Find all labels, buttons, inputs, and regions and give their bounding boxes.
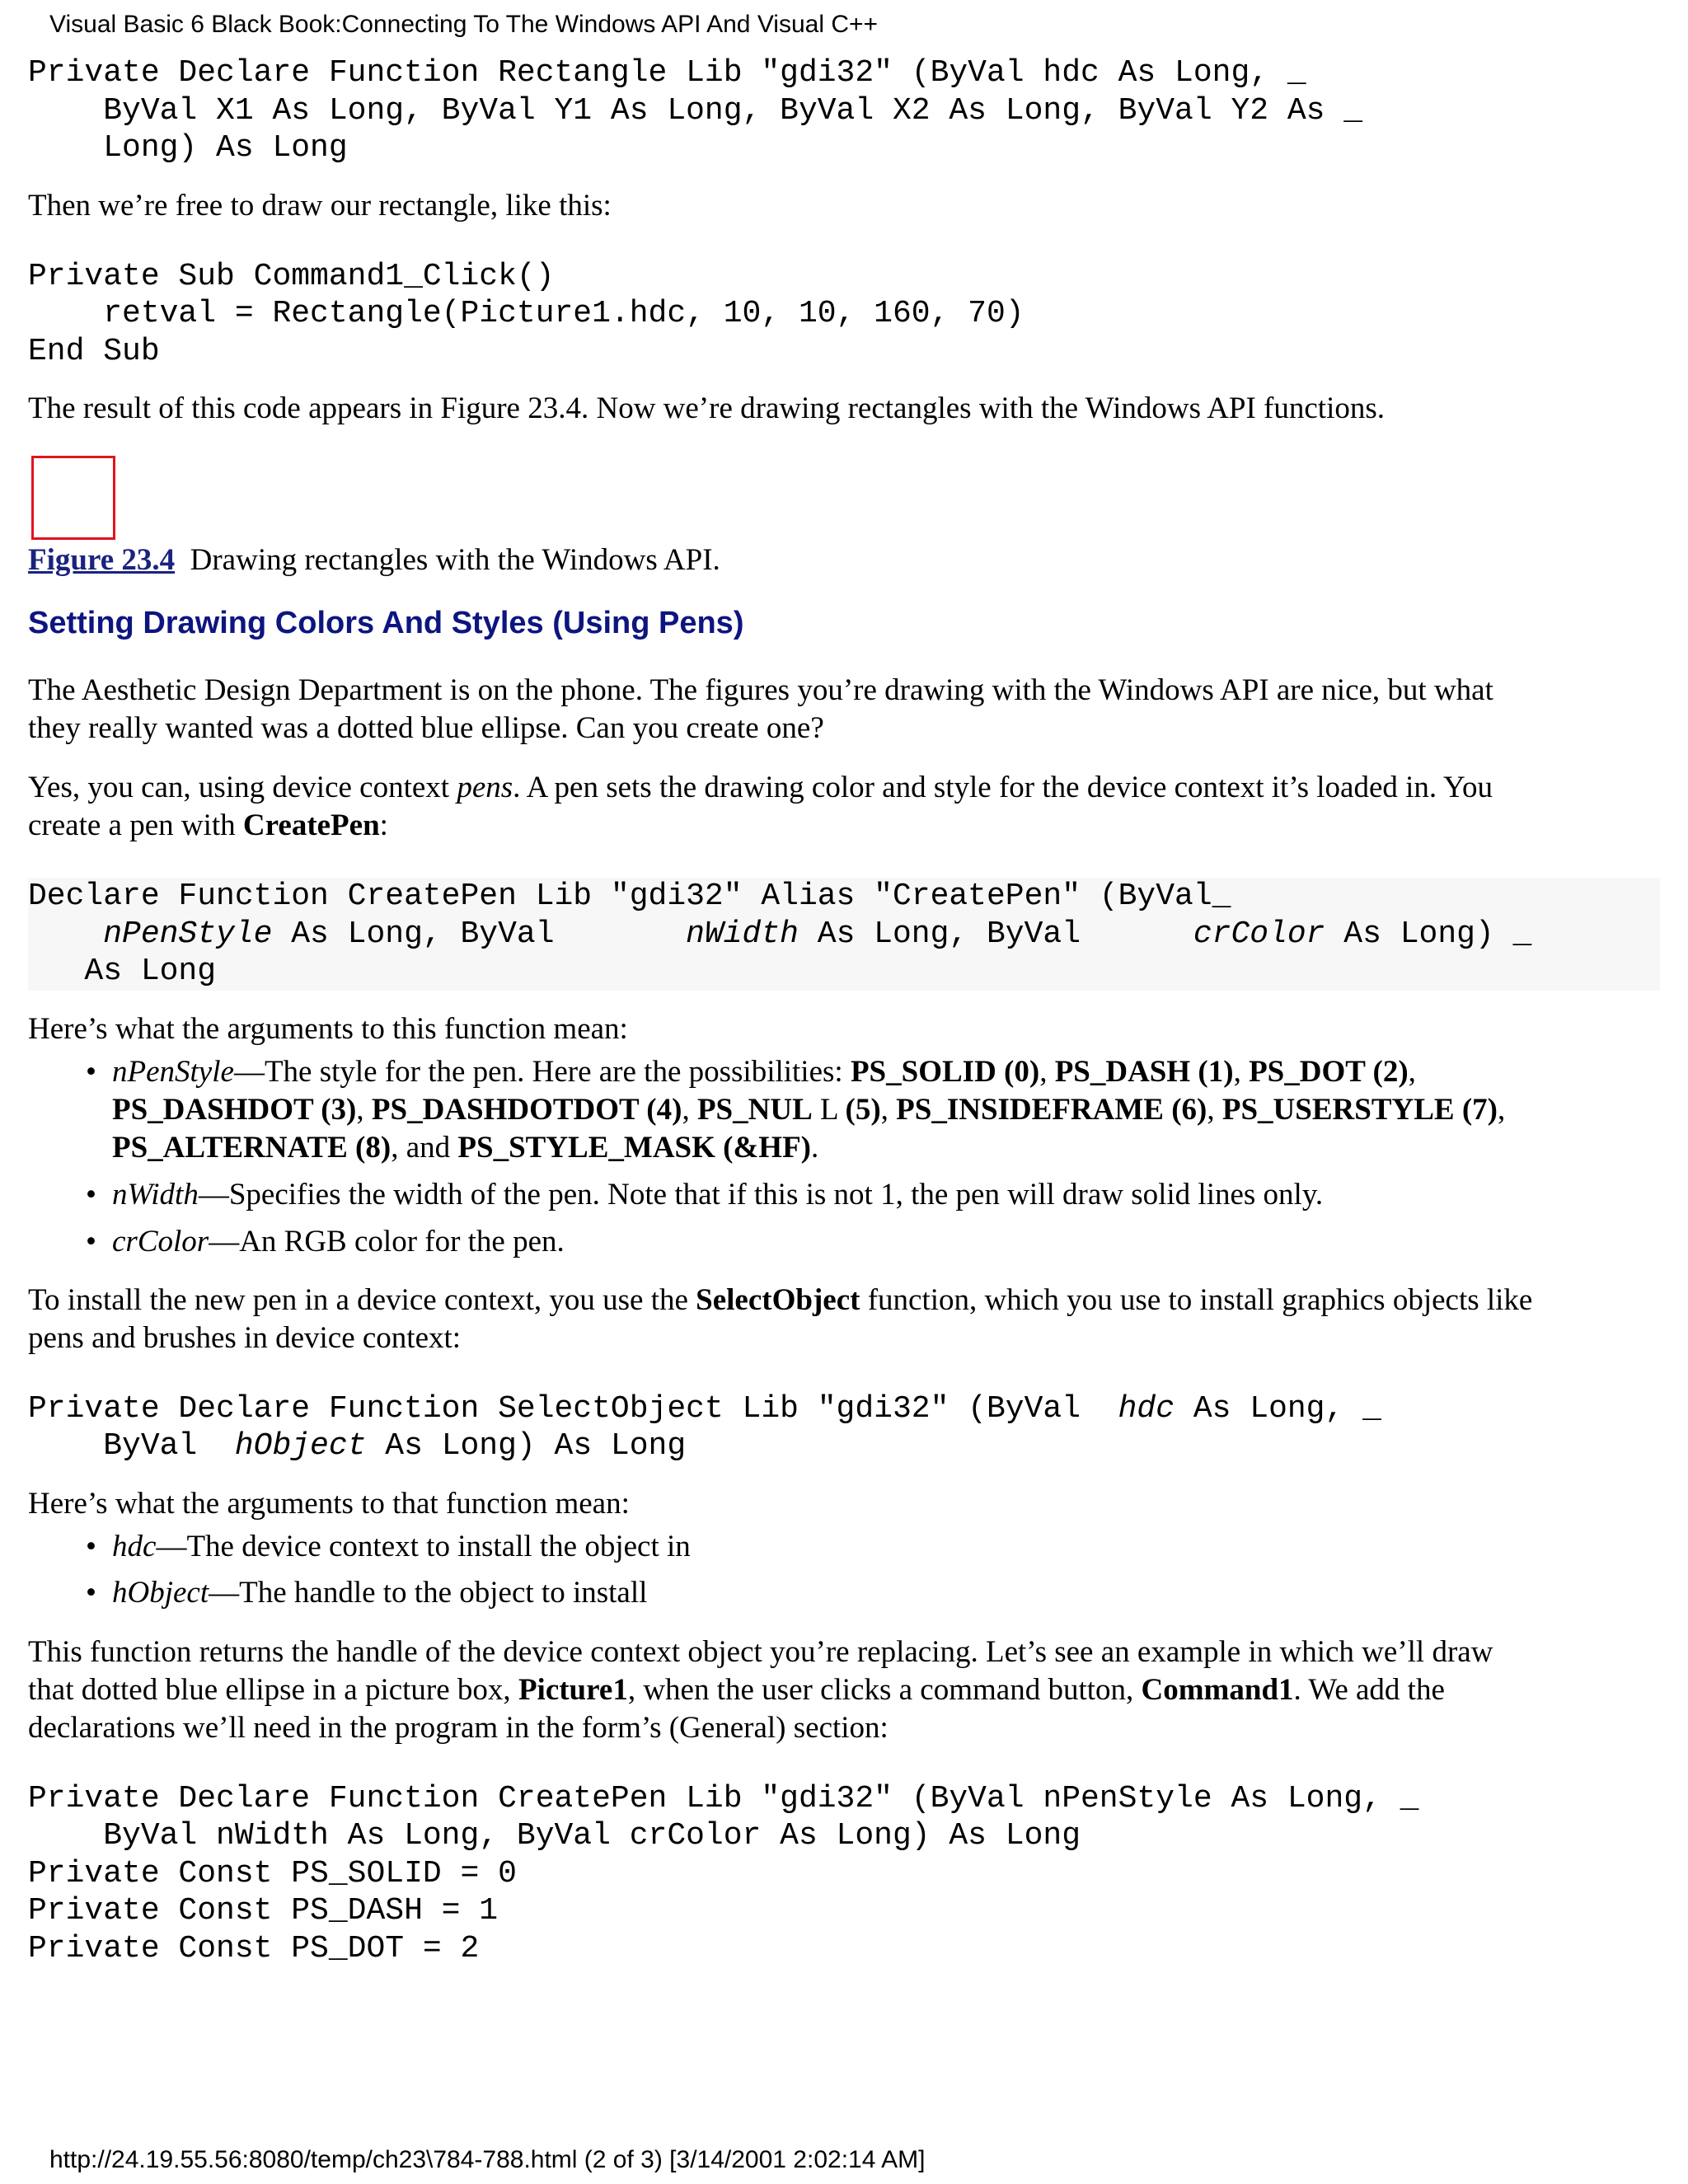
emphasis-pens: pens [457, 771, 513, 804]
paragraph-result: The result of this code appears in Figure 23.4. Now we’re drawing rectangles with the Windows API functions. [28, 391, 1386, 425]
code-line: Private Sub Command1_Click() [28, 258, 555, 294]
text-line: This function returns the handle of the device context object you’re replacing. Let’s see an example in which we’ll draw [28, 1634, 1493, 1669]
arg-name: nWidth [112, 1177, 199, 1212]
code-line: Private Const PS_SOLID = 0 [28, 1855, 517, 1891]
sep: , [1039, 1054, 1055, 1089]
constant: PS_STYLE_MASK (&HF) [457, 1130, 811, 1165]
code-line: ByVal nWidth As Long, ByVal crColor As Long) As Long [28, 1818, 1081, 1854]
text-run: . We add the [1293, 1672, 1445, 1707]
constant: PS_NUL [696, 1092, 813, 1127]
paragraph-args-intro-2: Here’s what the arguments to that function mean: [28, 1486, 630, 1521]
keyword-selectobject: SelectObject [696, 1282, 860, 1317]
code-run: As Long, _ [1175, 1390, 1381, 1427]
code-line: Private Const PS_DOT = 2 [28, 1930, 480, 1966]
constant: PS_DASHDOT (3) [112, 1092, 357, 1127]
sep: L [812, 1092, 846, 1127]
constant: PS_INSIDEFRAME (6) [896, 1092, 1207, 1127]
figure-link[interactable]: Figure 23.4 [28, 543, 176, 577]
code-arg-npenstyle: nPenStyle [103, 916, 273, 952]
text-line: they really wanted was a dotted blue ellipse. Can you create one? [28, 711, 824, 745]
list-item-hobject [112, 1574, 1660, 1612]
code-line: As Long [28, 954, 217, 989]
list-item-hdc [112, 1528, 1660, 1566]
code-line: Long) As Long [28, 130, 348, 166]
arg-name: hdc [112, 1529, 157, 1563]
text-line: pens and brushes in device context: [28, 1320, 462, 1355]
selectobject-argument-list [28, 1528, 1660, 1612]
text-run: that dotted blue ellipse in a picture box, [28, 1672, 518, 1707]
keyword-createpen: CreatePen [242, 808, 380, 842]
arg-text: —The device context to install the object in [156, 1529, 691, 1563]
code-run: As Long) _ [1325, 916, 1532, 952]
constant: PS_DASHDOTDOT (4) [371, 1092, 682, 1127]
figure-image-placeholder [31, 456, 115, 540]
keyword-command1: Command1 [1141, 1672, 1294, 1707]
code-line: End Sub [28, 333, 160, 369]
code-line: retval = Rectangle(Picture1.hdc, 10, 10, 160, 70) [28, 296, 1025, 331]
sep: , [1207, 1092, 1222, 1127]
code-run: As Long, ByVal [798, 916, 1193, 952]
list-item-crcolor [112, 1223, 1660, 1261]
text-run: : [379, 808, 388, 842]
sep: , [1408, 1054, 1416, 1089]
arg-text: —The handle to the object to install [209, 1575, 648, 1610]
text-run: function, which you use to install graphics objects like [860, 1282, 1533, 1317]
paragraph-free-to-draw: Then we’re free to draw our rectangle, like this: [28, 188, 612, 223]
text-line: declarations we’ll need in the program in the form’s (General) section: [28, 1710, 889, 1745]
figure-caption [28, 541, 1660, 579]
paragraph-args-intro: Here’s what the arguments to this function mean: [28, 1011, 628, 1046]
code-general-section [28, 1780, 1660, 1968]
paragraph-aesthetic [28, 672, 1660, 748]
code-arg-hdc: hdc [1118, 1390, 1175, 1427]
code-arg-nwidth: nWidth [686, 916, 799, 952]
arg-text: —An RGB color for the pen. [209, 1224, 565, 1258]
createpen-argument-list [28, 1053, 1660, 1261]
arg-text: —Specifies the width of the pen. Note that if this is not 1, the pen will draw solid lines only. [198, 1177, 1324, 1212]
text-run: To install the new pen in a device context, you use the [28, 1282, 696, 1317]
code-arg-crcolor: crColor [1193, 916, 1325, 952]
code-run: As Long, ByVal [272, 916, 687, 952]
constant: PS_ALTERNATE (8) [112, 1130, 392, 1165]
sep: , [1497, 1092, 1506, 1127]
sep: , [356, 1092, 372, 1127]
constant: PS_DASH (1) [1054, 1054, 1234, 1089]
arg-name: crColor [112, 1224, 209, 1258]
arg-text: —The style for the pen. Here are the possibilities: [233, 1054, 851, 1089]
sep: , and [391, 1130, 458, 1165]
code-line: Private Const PS_DASH = 1 [28, 1893, 499, 1929]
arg-name: hObject [112, 1575, 209, 1610]
code-rectangle-declaration [28, 54, 1660, 167]
figure-caption-text: Drawing rectangles with the Windows API. [190, 543, 720, 577]
text-line: The Aesthetic Design Department is on the phone. The figures you’re drawing with the Windows API are nice, but what [28, 673, 1493, 707]
list-item-nwidth [112, 1176, 1660, 1214]
list-item-npenstyle [112, 1053, 1660, 1167]
arg-name: nPenStyle [112, 1054, 234, 1089]
text-run: . A pen sets the drawing color and style for the device context it’s loaded in. You [513, 771, 1493, 804]
code-indent [28, 916, 103, 952]
text-run: , when the user clicks a command button, [627, 1672, 1142, 1707]
section-heading: Setting Drawing Colors And Styles (Using Pens) [28, 606, 744, 640]
running-header: Visual Basic 6 Black Book:Connecting To The Windows API And Visual C++ [49, 11, 879, 38]
code-line: ByVal X1 As Long, ByVal Y1 As Long, ByVal X2 As Long, ByVal Y2 As _ [28, 92, 1363, 129]
page-content [28, 54, 1660, 1967]
code-run: ByVal [28, 1428, 235, 1464]
code-line: Private Declare Function CreatePen Lib "gdi32" (ByVal nPenStyle As Long, _ [28, 1780, 1419, 1816]
text-run: Yes, you can, using device context [28, 771, 457, 804]
code-selectobject-declaration [28, 1390, 1660, 1465]
paragraph-pens [28, 769, 1660, 845]
code-run: Private Declare Function SelectObject Lib "gdi32" (ByVal [28, 1390, 1118, 1427]
code-createpen-declaration [28, 878, 1660, 991]
text-run: create a pen with [28, 808, 243, 842]
page-footer-url: http://24.19.55.56:8080/temp/ch23\784-788.html (2 of 3) [3/14/2001 2:02:14 AM] [49, 2146, 926, 2173]
sep: , [682, 1092, 697, 1127]
constant: PS_SOLID (0) [850, 1054, 1040, 1089]
sep: , [880, 1092, 897, 1127]
code-line: Private Declare Function Rectangle Lib "gdi32" (ByVal hdc As Long, _ [28, 55, 1306, 91]
constant: PS_DOT (2) [1249, 1054, 1409, 1089]
sep: , [1233, 1054, 1250, 1089]
code-line: Declare Function CreatePen Lib "gdi32" Alias "CreatePen" (ByVal_ [28, 879, 1231, 914]
paragraph-returns [28, 1633, 1660, 1747]
constant: PS_USERSTYLE (7) [1221, 1092, 1498, 1127]
paragraph-selectobject [28, 1282, 1660, 1357]
code-run: As Long) As Long [366, 1428, 687, 1464]
keyword-picture1: Picture1 [518, 1672, 628, 1707]
sep: . [811, 1130, 819, 1165]
constant: (5) [845, 1092, 881, 1127]
code-command1-click [28, 258, 1660, 371]
code-arg-hobject: hObject [234, 1428, 367, 1464]
